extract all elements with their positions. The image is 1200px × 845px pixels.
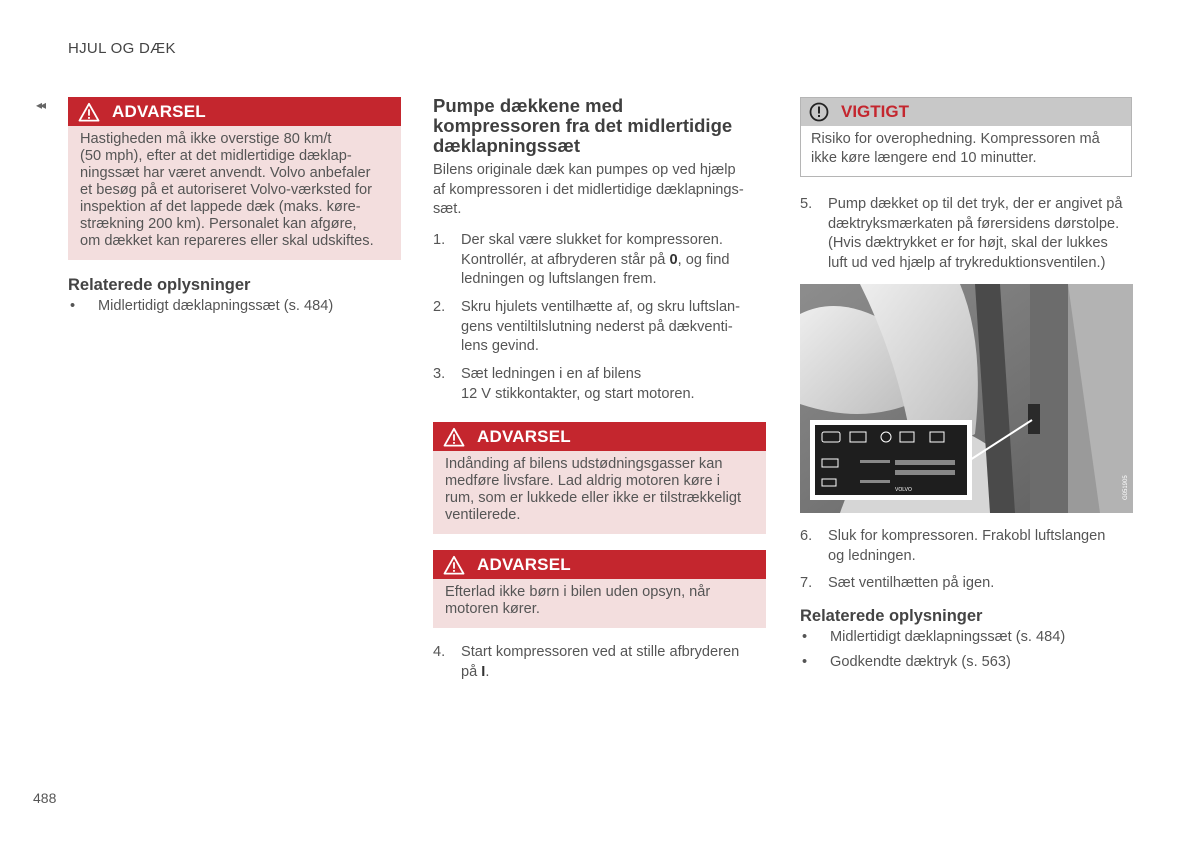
- related-link[interactable]: • Midlertidigt dæklapningssæt (s. 484): [70, 298, 334, 314]
- image-code: G051905: [1123, 475, 1129, 500]
- related-link[interactable]: • Midlertidigt dæklapningssæt (s. 484): [802, 629, 1066, 645]
- warning-box-children: [433, 550, 766, 628]
- exclamation-circle-icon: [809, 102, 829, 122]
- related-link[interactable]: • Godkendte dæktryk (s. 563): [802, 654, 1011, 670]
- page-number: 488: [33, 790, 57, 806]
- step-6: 6. Sluk for kompressoren. Frakobl luftslangen og ledningen.: [800, 528, 1106, 564]
- warning-triangle-icon: [443, 555, 465, 575]
- warning-header: [433, 550, 766, 579]
- warning-triangle-icon: [78, 102, 100, 122]
- step-4: 4. Start kompressoren ved at stille afbryderen på I.: [433, 644, 740, 680]
- page-heading: Pumpe dækkene med kompressoren fra det midlertidige dæklapningssæt: [433, 95, 733, 156]
- intro-paragraph: Bilens originale dæk kan pumpes op ved hjælp af kompressoren i det midlertidige dæklapnings- sæt.: [433, 162, 744, 217]
- warning-box: [68, 97, 401, 260]
- warning-text: Hastigheden må ikke overstige 80 km/t (50 mph), efter at det midlertidige dæklap- ningssæt har været anvendt. Volvo anbefaler et besøg på et autoriseret Volvo-værksted for inspektion af det lappede dæk (maks. køre- strækning 200 km). Personalet kan afgøre, om dækket kan repareres eller skal udskiftes.: [80, 131, 374, 249]
- warning-box-exhaust: [433, 422, 766, 534]
- warning-text: Efterlad ikke børn i bilen uden opsyn, når motoren kører.: [445, 584, 711, 617]
- step-3: 3. Sæt ledningen i en af bilens 12 V stikkontakter, og start motoren.: [433, 366, 695, 402]
- warning-header: [433, 422, 766, 451]
- step-7: 7. Sæt ventilhætten på igen.: [800, 575, 995, 591]
- step-5: 5. Pump dækket op til det tryk, der er angivet på dæktryksmærkaten på førersidens dørstolpe. (Hvis dæktrykket er for højt, skal der lukkes luft ud ved hjælp af trykreduktionsventilen.): [800, 196, 1123, 271]
- warning-title: ADVARSEL: [477, 554, 571, 574]
- warning-header: [68, 97, 401, 126]
- related-heading: Relaterede oplysninger: [68, 276, 251, 294]
- important-title: VIGTIGT: [841, 102, 909, 121]
- back-nav-icon[interactable]: ◂◂: [36, 98, 45, 112]
- warning-title: ADVARSEL: [477, 426, 571, 446]
- warning-title: ADVARSEL: [112, 101, 206, 121]
- important-text: Risiko for overophedning. Kompressoren må ikke køre længere end 10 minutter.: [811, 131, 1100, 166]
- section-title: HJUL OG DÆK: [68, 40, 176, 57]
- tire-pressure-label-photo: [800, 284, 1133, 513]
- important-box: [800, 97, 1132, 177]
- warning-triangle-icon: [443, 427, 465, 447]
- warning-text: Indånding af bilens udstødningsgasser kan medføre livsfare. Lad aldrig motoren køre i rum, som er lukkede eller ikke er tilstrækkeligt ventilerede.: [445, 456, 742, 523]
- important-header: [801, 98, 1131, 126]
- step-1: 1. Der skal være slukket for kompressoren. Kontrollér, at afbryderen står på 0, og find ledningen og luftslangen frem.: [433, 232, 730, 287]
- related-heading: Relaterede oplysninger: [800, 607, 983, 625]
- volvo-label-text: VOLVO: [895, 487, 912, 493]
- step-2: 2. Skru hjulets ventilhætte af, og skru luftslan- gens ventiltilslutning nederst på dækventi- lens gevind.: [433, 299, 741, 354]
